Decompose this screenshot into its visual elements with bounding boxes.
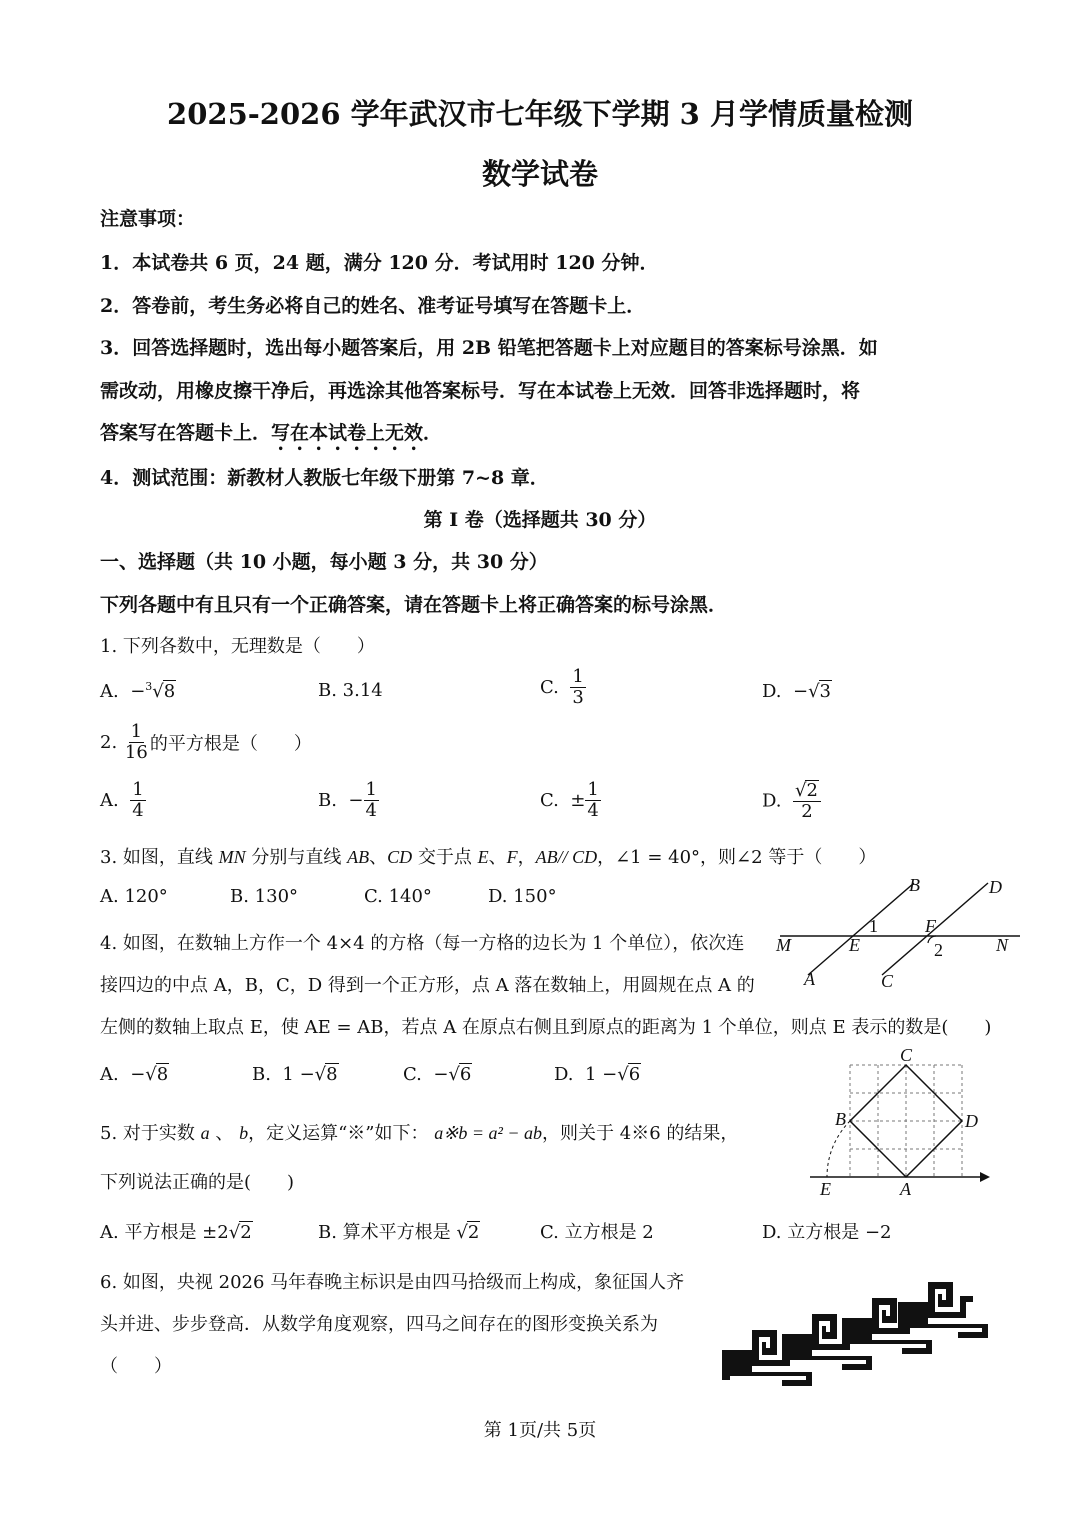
notice-item-4: 4．测试范围：新教材人教版七年级下册第 7~8 章． [100,467,549,489]
q4-line-3: 左侧的数轴上取点 E，使 AE = AB，若点 A 在原点右侧且到原点的距离为 1 个单位，则点 E 表示的数是( ) [100,1017,992,1038]
notice-item-3-line-2: 需改动，用橡皮擦干净后，再选涂其他答案标号．写在本试卷上无效．回答非选择题时，将 [100,380,861,402]
fig3-label-n: N [996,935,1009,955]
fig3-label-d: D [989,877,1002,897]
q1-option-d: D. −√3 [762,681,831,702]
q1-option-a: A. −$^3$√8 [100,680,176,702]
fig3-label-1: 1 [869,916,878,936]
notice-item-3-line-3: 答案写在答题卡上．写在本试卷上无效． [100,422,443,444]
q3-option-a: A. 120° [100,886,168,907]
q6-line-2: 头并进、步步登高．从数学角度观察，四马之间存在的图形变换关系为 [100,1314,658,1335]
notice-heading: 注意事项： [100,208,196,230]
section-instruction: 下列各题中有且只有一个正确答案，请在答题卡上将正确答案的标号涂黑． [100,594,728,616]
q5-line-1: 5. 对于实数 a 、 b，定义运算“※”如下： a※b = a² − ab，则关于 4※6 的结果， [100,1123,739,1144]
q5-line-2: 下列说法正确的是( ) [100,1172,295,1193]
q3-option-b: B. 130° [230,886,299,907]
fig3-label-a: A [804,969,815,989]
q6-line-1: 6. 如图，央视 2026 马年春晚主标识是由四马拾级而上构成，象征国人齐 [100,1272,685,1293]
exam-subtitle: 数学试卷 [481,157,598,191]
volume-heading: 第 I 卷（选择题共 30 分） [423,509,657,531]
q5-option-c: C. 立方根是 2 [540,1222,654,1243]
section-heading: 一、选择题（共 10 小题，每小题 3 分，共 30 分） [100,551,548,573]
q4-line-2: 接四边的中点 A，B，C，D 得到一个正方形，点 A 落在数轴上，用圆规在点 A 的 [100,975,755,996]
q2-option-a: A. $\frac{1}{4}$ [100,779,144,821]
fig3-label-c: C [881,971,894,991]
q2-stem: 2. $\frac{1}{16}$ 的平方根是（ ） [100,721,312,763]
q5-option-b: B. 算术平方根是 √2 [318,1222,480,1243]
q5-option-d: D. 立方根是 −2 [762,1222,892,1243]
q1-option-b: B. 3.14 [318,680,383,701]
fig3-label-b: B [909,875,920,895]
q3-stem: 3. 如图，直线 MN 分别与直线 AB、CD 交于点 E、F，AB// CD，∠1 = 40°，则∠2 等于（ ） [100,847,877,868]
page-number: 第 1页/共 5页 [483,1420,597,1441]
fig3-label-m: M [776,935,791,955]
notice-item-2: 2．答卷前，考生务必将自己的姓名、准考证号填写在答题卡上． [100,295,646,317]
q5-option-a: A. 平方根是 ±2√2 [100,1222,252,1243]
q2-option-d: D. $\frac{√2}{2}$ [762,780,821,822]
q2-option-b: B. − $\frac{1}{4}$ [318,779,377,821]
fig4-label-b: B [835,1109,846,1129]
q4-option-b: B. 1 −√8 [252,1064,338,1085]
fig3-label-2: 2 [934,940,943,960]
fig3-label-e: E [849,935,860,955]
q2-option-c: C. ± $\frac{1}{4}$ [540,779,599,821]
horse-shape-4 [898,1282,988,1338]
fig4-label-c: C [900,1045,913,1065]
q6-line-3: （ ） [100,1356,172,1377]
exam-title: 2025-2026 学年武汉市七年级下学期 3 月学情质量检测 [167,97,913,131]
fig4-label-d: D [965,1111,978,1131]
q1-option-c: C. $\frac{1}{3}$ [540,666,584,708]
q3-option-c: C. 140° [364,886,432,907]
q4-option-a: A. −√8 [100,1064,169,1085]
q4-option-c: C. −√6 [403,1064,472,1085]
notice-item-3-line-1: 3．回答选择题时，选出每小题答案后，用 2B 铅笔把答题卡上对应题目的答案标号涂黑．如 [100,337,878,359]
q4-figure [810,1045,990,1199]
fig3-label-f: F [925,916,936,936]
notice-item-1: 1．本试卷共 6 页，24 题，满分 120 分．考试用时 120 分钟． [100,252,659,274]
q6-horse-logo-figure [720,1262,990,1392]
fig4-label-a: A [900,1179,911,1199]
q4-line-1: 4. 如图，在数轴上方作一个 4×4 的方格（每一方格的边长为 1 个单位），依次连 [100,933,745,954]
q3-figure [770,875,1030,995]
q4-option-d: D. 1 −√6 [554,1064,641,1085]
q3-option-d: D. 150° [488,886,557,907]
fig4-label-e: E [820,1179,831,1199]
q1-stem: 1. 下列各数中，无理数是（ ） [100,636,375,657]
